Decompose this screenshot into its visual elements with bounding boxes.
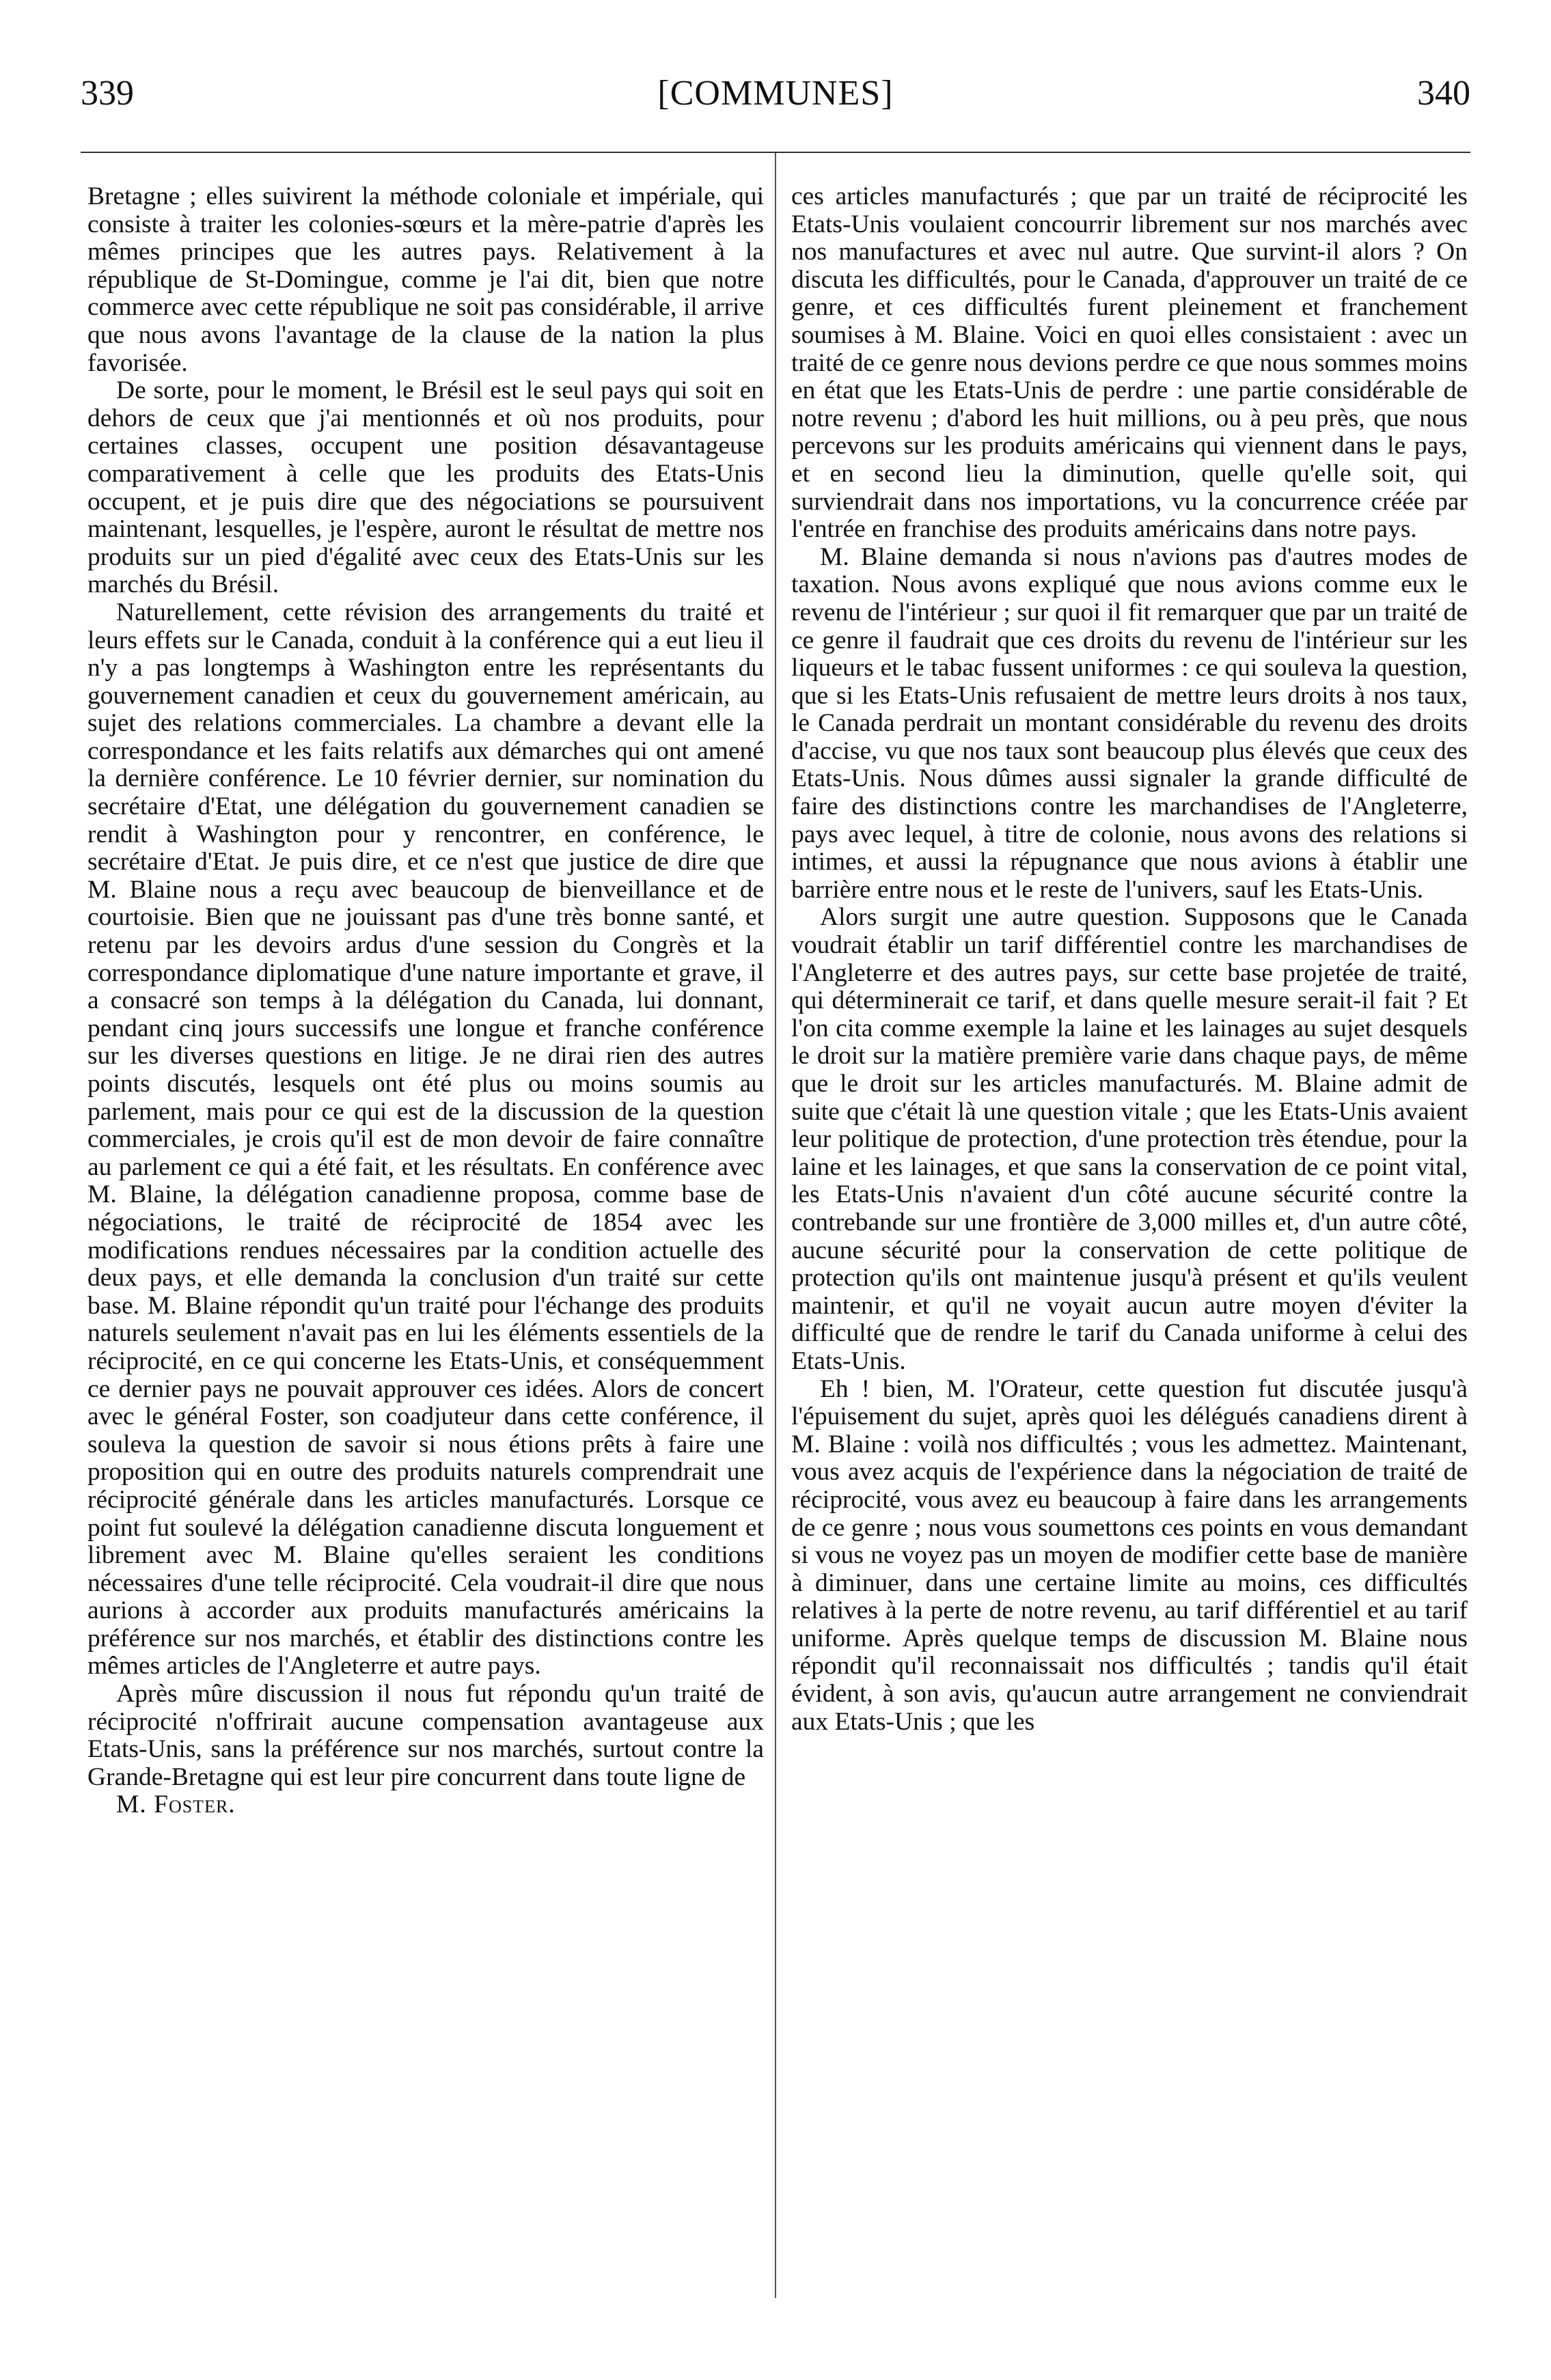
left-paragraph-3: Naturellement, cette révision des arrangements du traité et leurs effets sur le Canada, conduit à la conférence qui a eut lieu il n'y a pas longtemps à Washington entre les représentants du gouvernement canadien et ceux du gouvernement américain, au sujet des relations commerciales. La chambre a devant elle la correspondance et les faits relatifs aux démarches qui ont amené la dernière conférence. Le 10 février dernier, sur nomination du secrétaire d'Etat, une délégation du gouvernement canadien se rendit à Washington pour y rencontrer, en conférence, le secrétaire d'Etat. Je puis dire, et ce n'est que justice de dire que M. Blaine nous a reçu avec beaucoup de bienveillance et de courtoisie. Bien que ne jouissant pas d'une très bonne santé, et retenu par les devoirs ardus d'une session du Congrès et la correspondance diplomatique d'une nature importante et grave, il a consacré son temps à la délégation du Canada, lui donnant, pendant cinq jours successifs une longue et franche conférence sur les diverses questions en litige. Je ne dirai rien des autres points discutés, lesquels ont été plus ou moins soumis au parlement, mais pour ce qui est de la discussion de la question commerciales, je crois qu'il est de mon devoir de faire connaître au parlement ce qui a été fait, et les résultats. En conférence avec M. Blaine, la délégation canadienne proposa, comme base de négociations, le traité de réciprocité de 1854 avec les modifications rendues nécessaires par la condition actuelle des deux pays, et elle demanda la conclusion d'un traité sur cette base. M. Blaine répondit qu'un traité pour l'échange des produits naturels seulement n'avait pas en lui les éléments essentiels de la réciprocité, en ce qui concerne les Etats-Unis, et conséquemment ce dernier pays ne pouvait approuver ces idées. Alors de concert avec le général Foster, son coadjuteur dans cette conférence, il souleva la question de savoir si nous étions prêts à faire une proposition qui en outre des produits naturels comprendrait une réciprocité générale dans les articles manufacturés. Lorsque ce point fut soulevé la délégation canadienne discuta longuement et librement avec M. Blaine qu'elles seraient les conditions nécessaires d'une telle réciprocité. Cela voudrait-il dire que nous aurions à accorder aux produits manufacturés américains la préférence sur nos marchés, et établir des distinctions contre les mêmes articles de l'Angleterre et autre pays. bbox=[87, 598, 764, 1680]
left-paragraph-1: Bretagne ; elles suivirent la méthode coloniale et impériale, qui consiste à traiter les colonies-sœurs et la mère-patrie d'après les mêmes principes que les autres pays. Relativement à la république de St-Domingue, comme je l'ai dit, bien que notre commerce avec cette république ne soit pas considérable, il arrive que nous avons l'avantage de la clause de la nation la plus favorisée. bbox=[87, 182, 764, 377]
column-divider bbox=[775, 153, 776, 2298]
left-paragraph-2: De sorte, pour le moment, le Brésil est le seul pays qui soit en dehors de ceux que j'ai mentionnés et où nos produits, pour certaines classes, occupent une position désavantageuse comparativement à celle que les produits des Etats-Unis occupent, et je puis dire que des négociations se poursuivent maintenant, lesquelles, je l'espère, auront le résultat de mettre nos produits sur un pied d'égalité avec ceux des Etats-Unis sur les marchés du Brésil. bbox=[87, 376, 764, 599]
running-title: [COMMUNES] bbox=[657, 74, 894, 113]
page-number-right: 340 bbox=[1417, 74, 1470, 113]
page-header bbox=[81, 63, 1470, 124]
right-paragraph-3: Alors surgit une autre question. Supposons que le Canada voudrait établir un tarif différentiel contre les marchandises de l'Angleterre et des autres pays, sur cette base projetée de traité, qui déterminerait ce tarif, et dans quelle mesure serait-il fait ? Et l'on cita comme exemple la laine et les lainages au sujet desquels le droit sur la matière première varie dans chaque pays, de même que le droit sur les articles manufacturés. M. Blaine admit de suite que c'était là une question vitale ; que les Etats-Unis avaient leur politique de protection, d'une protection très étendue, pour la laine et les lainages, et que sans la conservation de ce point vital, les Etats-Unis n'avaient d'un côté aucune sécurité contre la contrebande sur une frontière de 3,000 milles et, d'un autre côté, aucune sécurité pour la conservation de cette politique de protection qu'ils ont maintenue jusqu'à présent et qu'ils veulent maintenir, et qu'il ne voyait aucun autre moyen d'éviter la difficulté que de rendre le tarif du Canada uniforme à celui des Etats-Unis. bbox=[791, 903, 1468, 1375]
left-paragraph-4: Après mûre discussion il nous fut répondu qu'un traité de réciprocité n'offrirait aucune compensation avantageuse aux Etats-Unis, sans la préférence sur nos marchés, surtout contre la Grande-Bretagne qui est leur pire concurrent dans toute ligne de bbox=[87, 1680, 764, 1791]
right-paragraph-1: ces articles manufacturés ; que par un traité de réciprocité les Etats-Unis voulaient concourrir librement sur nos marchés avec nos manufactures et avec nul autre. Que survint-il alors ? On discuta les difficultés, pour le Canada, d'approuver un traité de ce genre, et ces difficultés furent pleinement et franchement soumises à M. Blaine. Voici en quoi elles consistaient : avec un traité de ce genre nous devions perdre ce que nous sommes moins en état que les Etats-Unis de perdre : une partie considérable de notre revenu ; d'abord les huit millions, ou à peu près, que nous percevons sur les produits américains qui viennent dans le pays, et en second lieu la diminution, quelle qu'elle soit, qui surviendrait dans nos importations, vu la concurrence créée par l'entrée en franchise des produits américains dans notre pays. bbox=[791, 182, 1468, 544]
right-paragraph-2: M. Blaine demanda si nous n'avions pas d'autres modes de taxation. Nous avons expliqué que nous avions comme eux le revenu de l'intérieur ; sur quoi il fit remarquer que par un traité de ce genre il faudrait que ces droits du revenu de l'intérieur sur les liqueurs et le tabac fussent uniformes : ce qui souleva la question, que si les Etats-Unis refusaient de mettre leurs droits à nos taux, le Canada perdrait un montant considérable du revenu des droits d'accise, vu que nos taux sont beaucoup plus élevés que ceux des Etats-Unis. Nous dûmes aussi signaler la grande difficulté de faire des distinctions contre les marchandises de l'Angleterre, pays avec lequel, à titre de colonie, nous avons des relations si intimes, et aussi la répugnance que nous avions à établir une barrière entre nous et le reste de l'univers, sauf les Etats-Unis. bbox=[791, 542, 1468, 904]
speaker-footer: M. Foster. bbox=[116, 1790, 236, 1819]
page-number-left: 339 bbox=[81, 74, 134, 113]
right-column bbox=[791, 183, 1468, 1736]
left-column bbox=[87, 183, 764, 1819]
right-paragraph-4: Eh ! bien, M. l'Orateur, cette question fut discutée jusqu'à l'épuisement du sujet, après quoi les délégués canadiens dirent à M. Blaine : voilà nos difficultés ; vous les admettez. Maintenant, vous avez acquis de l'expérience dans la négociation de traité de réciprocité, vous avez eu beaucoup à faire dans les arrangements de ce genre ; nous vous soumettons ces points en vous demandant si vous ne voyez pas un moyen de modifier cette base de manière à diminuer, dans une certaine limite au moins, ces difficultés relatives à la perte de notre revenu, au tarif différentiel et au tarif uniforme. Après quelque temps de discussion M. Blaine nous répondit qu'il reconnaissait nos difficultés ; tandis qu'il était évident, à son avis, qu'aucun autre arrangement ne conviendrait aux Etats-Unis ; que les bbox=[791, 1374, 1468, 1736]
